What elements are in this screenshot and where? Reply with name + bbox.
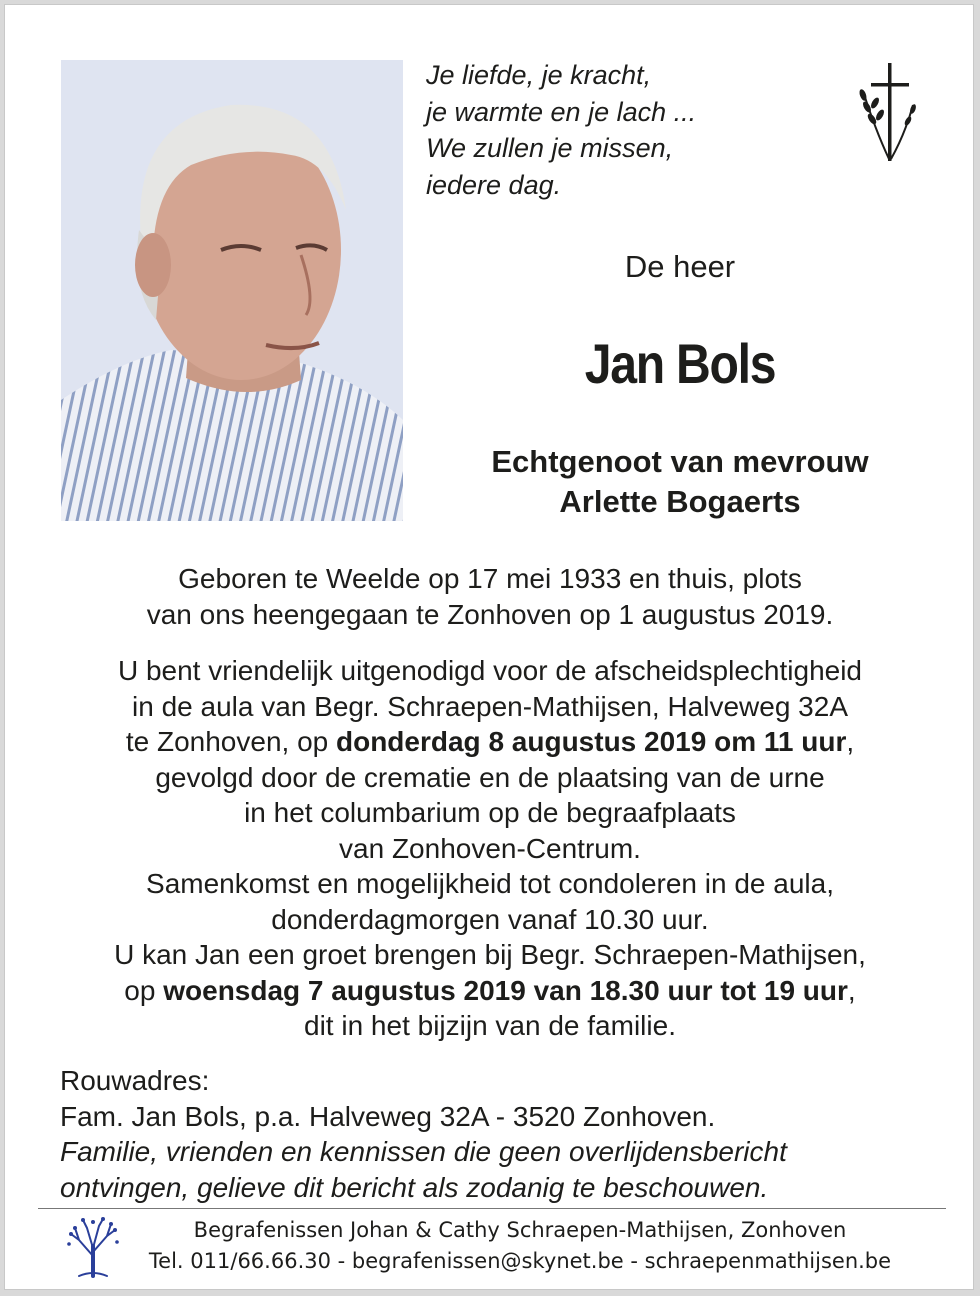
invitation-text: , — [846, 726, 855, 757]
birth-death-info — [45, 561, 935, 632]
honorific: De heer — [624, 249, 736, 284]
invitation-text: , — [847, 974, 856, 1006]
invitation-line: U bent vriendelijk uitgenodigd voor de afscheidsplechtigheid — [117, 655, 863, 686]
poem — [426, 57, 846, 203]
poem-line: iedere dag. — [426, 169, 562, 200]
address-label: Rouwadres: — [60, 1065, 210, 1096]
funeral-home-contact: Tel. 011/66.66.30 - begrafenissen@skynet.be - schraepenmathijsen.be — [148, 1249, 892, 1273]
ceremony-datetime: donderdag 8 augustus 2019 om 11 uur — [336, 726, 847, 757]
ceremony-invitation — [45, 653, 935, 1044]
address-line: Fam. Jan Bols, p.a. Halveweg 32A - 3520 Zonhoven. — [60, 1100, 716, 1132]
address-note: ontvingen, gelieve dit bericht als zodanig te beschouwen. — [60, 1171, 769, 1203]
address-note: Familie, vrienden en kennissen die geen overlijdensbericht — [60, 1136, 787, 1167]
mourning-address — [60, 1063, 940, 1205]
funeral-home-footer — [115, 1215, 925, 1277]
footer-divider — [38, 1208, 946, 1209]
invitation-text: te Zonhoven, op — [125, 726, 336, 757]
invitation-text: op — [124, 974, 164, 1006]
invitation-line: U kan Jan een groet brengen bij Begr. Schraepen-Mathijsen, — [114, 939, 866, 970]
cross-with-wheat-icon — [853, 59, 929, 165]
invitation-line: dit in het bijzijn van de familie. — [304, 1010, 676, 1041]
invitation-line: in het columbarium op de begraafplaats — [244, 797, 736, 828]
invitation-line: in de aula van Begr. Schraepen-Mathijsen, Halveweg 32A — [132, 690, 848, 722]
portrait-image — [61, 60, 403, 521]
invitation-line: van Zonhoven-Centrum. — [339, 832, 641, 864]
death-line: van ons heengegaan te Zonhoven op 1 augustus 2019. — [146, 598, 834, 630]
spouse-name: Arlette Bogaerts — [559, 484, 801, 519]
poem-line: We zullen je missen, — [426, 133, 674, 163]
visitation-datetime: woensdag 7 augustus 2019 van 18.30 uur tot 19 uur — [163, 974, 848, 1006]
invitation-line: Samenkomst en mogelijkheid tot condoleren in de aula, — [146, 868, 834, 899]
obituary-card — [4, 4, 974, 1290]
deceased-name: Jan Bols — [584, 332, 776, 395]
spouse-line: Echtgenoot van mevrouw — [491, 444, 869, 479]
invitation-line — [45, 973, 935, 1009]
spouse-info — [425, 442, 935, 522]
invitation-line: donderdagmorgen vanaf 10.30 uur. — [271, 903, 709, 935]
poem-line: Je liefde, je kracht, — [426, 60, 652, 90]
tree-logo-icon — [65, 1216, 121, 1278]
invitation-line — [45, 724, 935, 760]
birth-line: Geboren te Weelde op 17 mei 1933 en thuis, plots — [178, 563, 802, 594]
poem-line: je warmte en je lach ... — [426, 96, 697, 127]
invitation-line: gevolgd door de crematie en de plaatsing van de urne — [155, 761, 825, 793]
funeral-home-name: Begrafenissen Johan & Cathy Schraepen-Mathijsen, Zonhoven — [193, 1218, 847, 1242]
portrait-photo — [61, 60, 403, 521]
